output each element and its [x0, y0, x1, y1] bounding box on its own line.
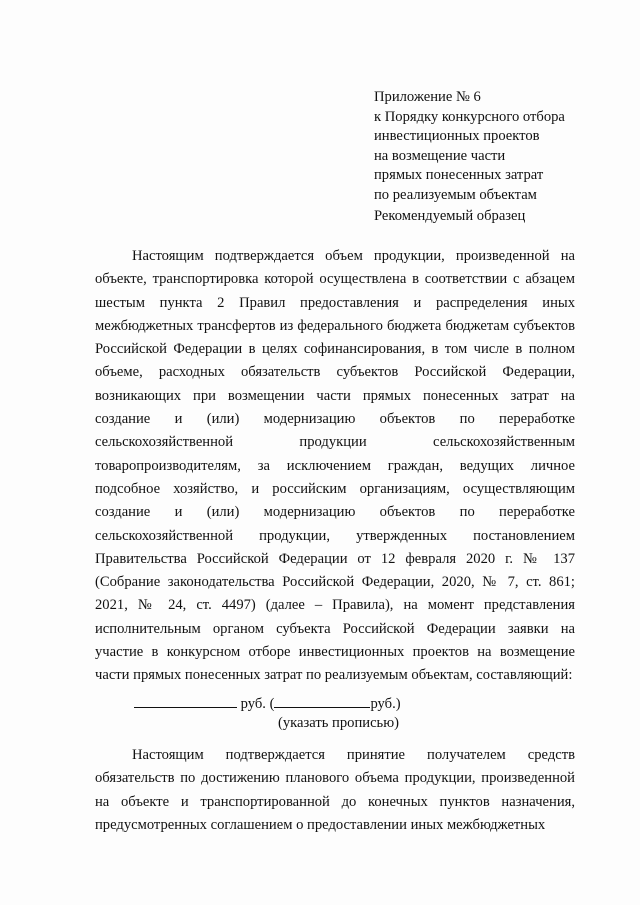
amount-blank-field[interactable] [134, 693, 237, 708]
paragraph-text: Настоящим подтверждается объем продукции, произведенной на объекте, транспортировка которой осуществлена в соответствии с абзацем шестым пункта 2 Правил предоставления и распределения иных межбюджетных трансфертов из федерального бюджета бюджетам субъектов Российской Федерации в целях софинансирования, в том числе в полном объеме, расходных обязательств субъектов Российской Федерации, возникающих при возмещении части прямых понесенных затрат на создание и (или) модернизацию объектов по переработке сельскохозяйственной продукции сельскохозяйственным товаропроизводителям, за исключением граждан, ведущих личное подсобное хозяйство, и российским организациям, осуществляющим создание и (или) модернизацию объектов по переработке сельскохозяйственной продукции, утвержденных постановлением Правительства Российской Федерации от 12 февраля 2020 г. № 137 (Собрание законодательства Российской Федерации, 2020, № 7, ст. 861; 2021, № 24, ст. 4497) (далее – Правила), на момент представления исполнительным органом субъекта Российской Федерации заявки на участие в конкурсном отборе инвестиционных проектов на возмещение части прямых понесенных затрат по реализуемым объектам, составляющий: [95, 248, 575, 684]
body-paragraph-1 [95, 245, 575, 688]
paragraph-text: Настоящим подтверждается принятие получателем средств обязательств по достижению планового объема продукции, произведенной на объекте и транспортированной до конечных пунктов назначения, предусмотренных соглашением о предоставлении иных межбюджетных [95, 747, 575, 833]
appendix-line: к Порядку конкурсного отбора [374, 108, 565, 125]
amount-unit-label-close: руб.) [370, 696, 401, 712]
amount-hint: (указать прописью) [278, 715, 399, 731]
appendix-line: по реализуемым объектам [374, 186, 537, 203]
appendix-line: прямых понесенных затрат [374, 167, 544, 183]
amount-line [134, 693, 401, 714]
sample-label: Рекомендуемый образец [374, 208, 526, 224]
appendix-header [374, 88, 624, 205]
appendix-line: инвестиционных проектов [374, 128, 540, 144]
appendix-line: Приложение № 6 [374, 89, 481, 105]
amount-words-blank-field[interactable] [274, 693, 370, 708]
amount-unit-label: руб. ( [240, 696, 275, 712]
body-paragraph-2 [95, 744, 575, 837]
appendix-line: на возмещение части [374, 147, 506, 164]
